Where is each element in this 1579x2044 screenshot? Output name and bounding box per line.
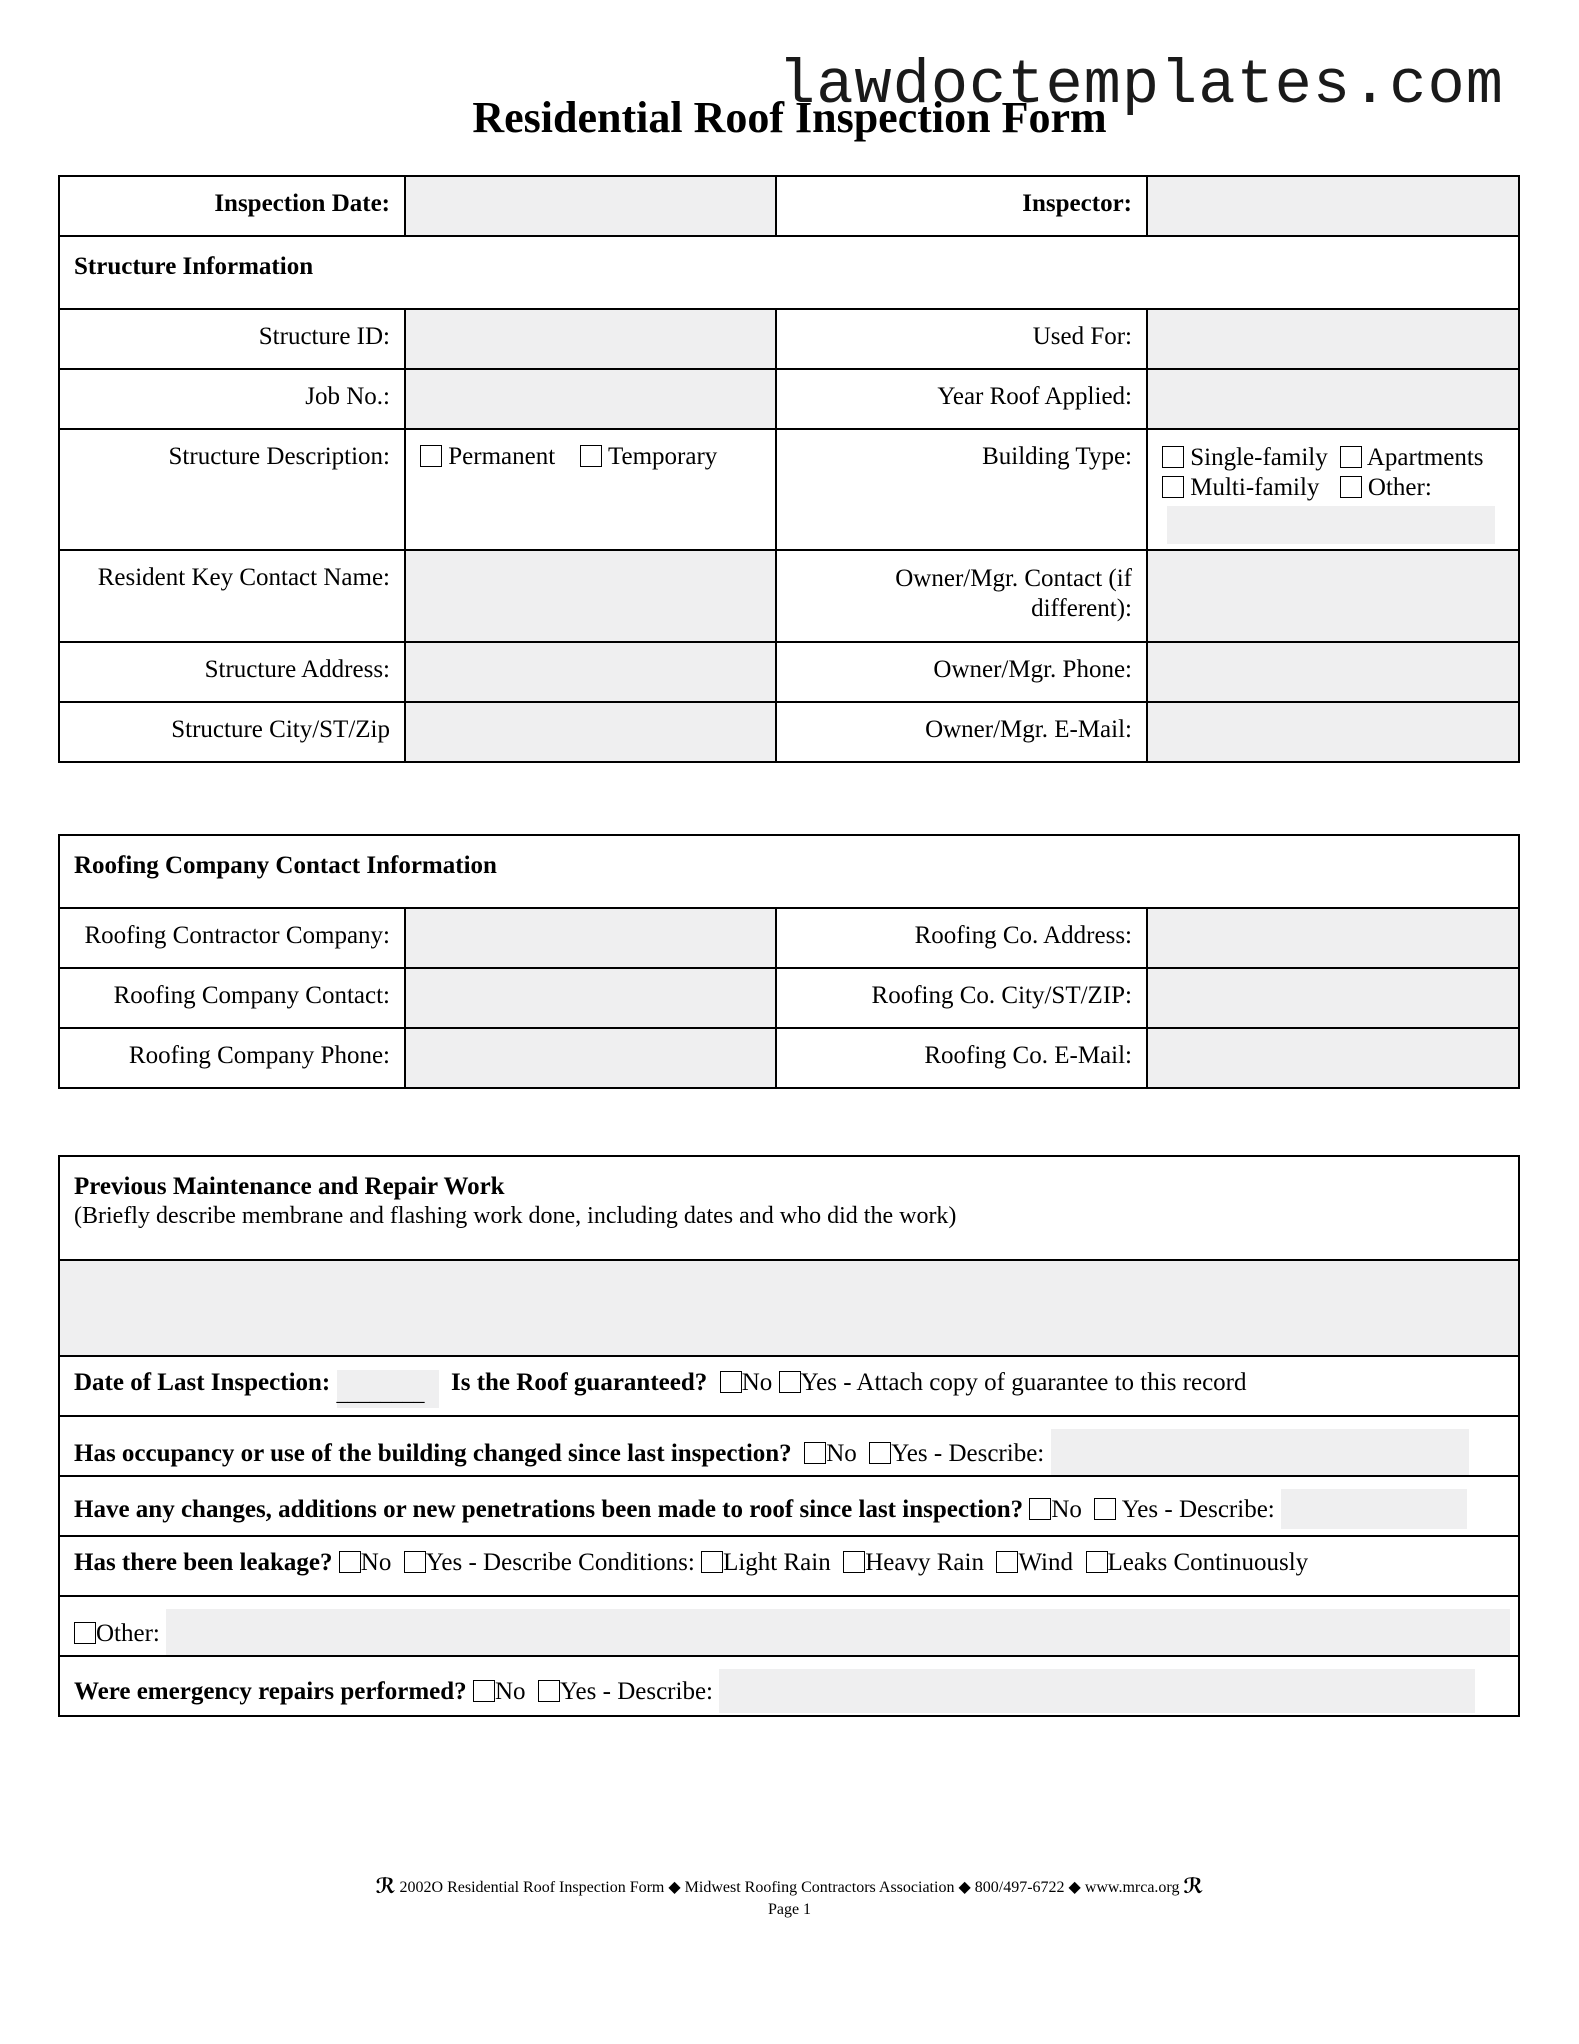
roofing-co-email-label: Roofing Co. E-Mail: bbox=[776, 1028, 1147, 1088]
roofing-co-city-label: Roofing Co. City/ST/ZIP: bbox=[776, 968, 1147, 1028]
roofing-co-address-field[interactable] bbox=[1147, 908, 1519, 968]
footer bbox=[0, 1876, 1579, 1921]
changes-question: Have any changes, additions or new penetrations been made to roof since last inspection? bbox=[74, 1496, 1024, 1523]
changes-no-checkbox[interactable] bbox=[1029, 1498, 1051, 1520]
mrca-logo-icon: ℛ bbox=[375, 1875, 396, 1898]
leakage-yes-checkbox[interactable] bbox=[404, 1551, 426, 1573]
changes-yes-checkbox[interactable] bbox=[1094, 1498, 1116, 1520]
apartments-checkbox[interactable] bbox=[1340, 446, 1362, 468]
other-row bbox=[59, 1596, 1519, 1656]
multi-family-label: Multi-family bbox=[1190, 474, 1320, 501]
last-inspection-field[interactable]: ________ bbox=[337, 1370, 439, 1408]
roofing-phone-field[interactable] bbox=[405, 1028, 776, 1088]
maintenance-subheading: (Briefly describe membrane and flashing work done, including dates and who did the work) bbox=[74, 1203, 957, 1229]
roofing-contact-field[interactable] bbox=[405, 968, 776, 1028]
guaranteed-question: Is the Roof guaranteed? bbox=[451, 1369, 708, 1396]
wind-label: Wind bbox=[1018, 1549, 1073, 1576]
occupancy-row bbox=[59, 1416, 1519, 1476]
year-roof-applied-label: Year Roof Applied: bbox=[776, 369, 1147, 429]
guaranteed-yes-checkbox[interactable] bbox=[779, 1371, 801, 1393]
inspector-field[interactable] bbox=[1147, 176, 1519, 236]
structure-address-label: Structure Address: bbox=[59, 642, 405, 702]
leakage-no-label: No bbox=[360, 1549, 392, 1576]
guaranteed-no-checkbox[interactable] bbox=[720, 1371, 742, 1393]
structure-city-label: Structure City/ST/Zip bbox=[59, 702, 405, 762]
other-leak-label: Other: bbox=[96, 1620, 160, 1647]
single-family-checkbox[interactable] bbox=[1162, 446, 1184, 468]
occupancy-describe-field[interactable] bbox=[1051, 1429, 1469, 1475]
emergency-no-label: No bbox=[494, 1678, 526, 1705]
leaks-continuously-checkbox[interactable] bbox=[1086, 1551, 1108, 1573]
building-type-label: Building Type: bbox=[776, 429, 1147, 550]
other-leak-field[interactable] bbox=[166, 1609, 1510, 1655]
last-inspection-label: Date of Last Inspection: bbox=[74, 1369, 331, 1396]
structure-table bbox=[58, 175, 1520, 763]
temporary-label: Temporary bbox=[607, 443, 718, 470]
owner-contact-label: Owner/Mgr. Contact (if different): bbox=[776, 550, 1147, 642]
roofing-company-field[interactable] bbox=[405, 908, 776, 968]
guaranteed-no-label: No bbox=[741, 1369, 773, 1396]
form-title: Residential Roof Inspection Form bbox=[472, 93, 1107, 142]
changes-describe-field[interactable] bbox=[1281, 1489, 1467, 1529]
maintenance-table bbox=[58, 1155, 1520, 1717]
maintenance-heading: Previous Maintenance and Repair Work bbox=[74, 1173, 505, 1200]
light-rain-checkbox[interactable] bbox=[701, 1551, 723, 1573]
structure-heading: Structure Information bbox=[59, 236, 1519, 309]
structure-description-label: Structure Description: bbox=[59, 429, 405, 550]
structure-id-label: Structure ID: bbox=[59, 309, 405, 369]
leakage-no-checkbox[interactable] bbox=[339, 1551, 361, 1573]
other-building-checkbox[interactable] bbox=[1340, 476, 1362, 498]
occupancy-yes-label: Yes - Describe: bbox=[891, 1440, 1045, 1467]
apartments-label: Apartments bbox=[1366, 444, 1484, 471]
owner-phone-label: Owner/Mgr. Phone: bbox=[776, 642, 1147, 702]
footer-page-number: Page 1 bbox=[767, 1901, 812, 1918]
owner-email-label: Owner/Mgr. E-Mail: bbox=[776, 702, 1147, 762]
resident-contact-field[interactable] bbox=[405, 550, 776, 642]
other-building-field[interactable] bbox=[1167, 506, 1495, 544]
job-no-field[interactable] bbox=[405, 369, 776, 429]
guaranteed-yes-label: Yes - Attach copy of guarantee to this record bbox=[800, 1369, 1247, 1396]
leakage-yes-label: Yes - Describe Conditions: bbox=[425, 1549, 695, 1576]
roofing-heading: Roofing Company Contact Information bbox=[59, 835, 1519, 908]
owner-phone-field[interactable] bbox=[1147, 642, 1519, 702]
inspector-label: Inspector: bbox=[776, 176, 1147, 236]
single-family-label: Single-family bbox=[1190, 444, 1328, 471]
used-for-label: Used For: bbox=[776, 309, 1147, 369]
structure-address-field[interactable] bbox=[405, 642, 776, 702]
owner-email-field[interactable] bbox=[1147, 702, 1519, 762]
structure-description-options bbox=[405, 429, 776, 550]
wind-checkbox[interactable] bbox=[996, 1551, 1018, 1573]
roofing-table bbox=[58, 834, 1520, 1089]
year-roof-applied-field[interactable] bbox=[1147, 369, 1519, 429]
emergency-yes-label: Yes - Describe: bbox=[560, 1678, 713, 1705]
leakage-row bbox=[59, 1536, 1519, 1596]
emergency-row bbox=[59, 1656, 1519, 1716]
job-no-label: Job No.: bbox=[59, 369, 405, 429]
roofing-contact-label: Roofing Company Contact: bbox=[59, 968, 405, 1028]
maintenance-heading-cell bbox=[59, 1156, 1519, 1260]
maintenance-description-field[interactable] bbox=[59, 1260, 1519, 1356]
emergency-question: Were emergency repairs performed? bbox=[74, 1678, 467, 1705]
building-type-options bbox=[1147, 429, 1519, 550]
inspection-date-label: Inspection Date: bbox=[59, 176, 405, 236]
last-inspection-row bbox=[59, 1356, 1519, 1416]
temporary-checkbox[interactable] bbox=[580, 445, 602, 467]
roofing-co-email-field[interactable] bbox=[1147, 1028, 1519, 1088]
resident-contact-label: Resident Key Contact Name: bbox=[59, 550, 405, 642]
emergency-yes-checkbox[interactable] bbox=[538, 1680, 560, 1702]
structure-id-field[interactable] bbox=[405, 309, 776, 369]
owner-contact-field[interactable] bbox=[1147, 550, 1519, 642]
occupancy-yes-checkbox[interactable] bbox=[869, 1442, 891, 1464]
emergency-no-checkbox[interactable] bbox=[473, 1680, 495, 1702]
other-leak-checkbox[interactable] bbox=[74, 1622, 96, 1644]
roofing-co-address-label: Roofing Co. Address: bbox=[776, 908, 1147, 968]
light-rain-label: Light Rain bbox=[723, 1549, 831, 1576]
roofing-phone-label: Roofing Company Phone: bbox=[59, 1028, 405, 1088]
footer-line1: 2002O Residential Roof Inspection Form ◆ Midwest Roofing Contractors Association ◆ 800/497-6722 ◆ www.mrca.org bbox=[399, 1879, 1180, 1896]
heavy-rain-checkbox[interactable] bbox=[843, 1551, 865, 1573]
roofing-company-label: Roofing Contractor Company: bbox=[59, 908, 405, 968]
multi-family-checkbox[interactable] bbox=[1162, 476, 1184, 498]
occupancy-question: Has occupancy or use of the building changed since last inspection? bbox=[74, 1440, 792, 1467]
changes-row bbox=[59, 1476, 1519, 1536]
occupancy-no-checkbox[interactable] bbox=[804, 1442, 826, 1464]
changes-no-label: No bbox=[1051, 1496, 1082, 1523]
heavy-rain-label: Heavy Rain bbox=[865, 1549, 984, 1576]
mrca-logo-icon-right: ℛ bbox=[1183, 1875, 1204, 1898]
structure-city-field[interactable] bbox=[405, 702, 776, 762]
used-for-field[interactable] bbox=[1147, 309, 1519, 369]
other-building-label: Other: bbox=[1367, 474, 1432, 501]
roofing-co-city-field[interactable] bbox=[1147, 968, 1519, 1028]
watermark: lawdoctemplates.com bbox=[778, 50, 1504, 121]
changes-yes-label: Yes - Describe: bbox=[1121, 1496, 1275, 1523]
permanent-checkbox[interactable] bbox=[420, 445, 442, 467]
leakage-question: Has there been leakage? bbox=[74, 1549, 333, 1576]
occupancy-no-label: No bbox=[826, 1440, 857, 1467]
leaks-continuously-label: Leaks Continuously bbox=[1107, 1549, 1309, 1576]
emergency-describe-field[interactable] bbox=[719, 1669, 1475, 1713]
inspection-date-field[interactable] bbox=[405, 176, 776, 236]
permanent-label: Permanent bbox=[448, 443, 556, 470]
